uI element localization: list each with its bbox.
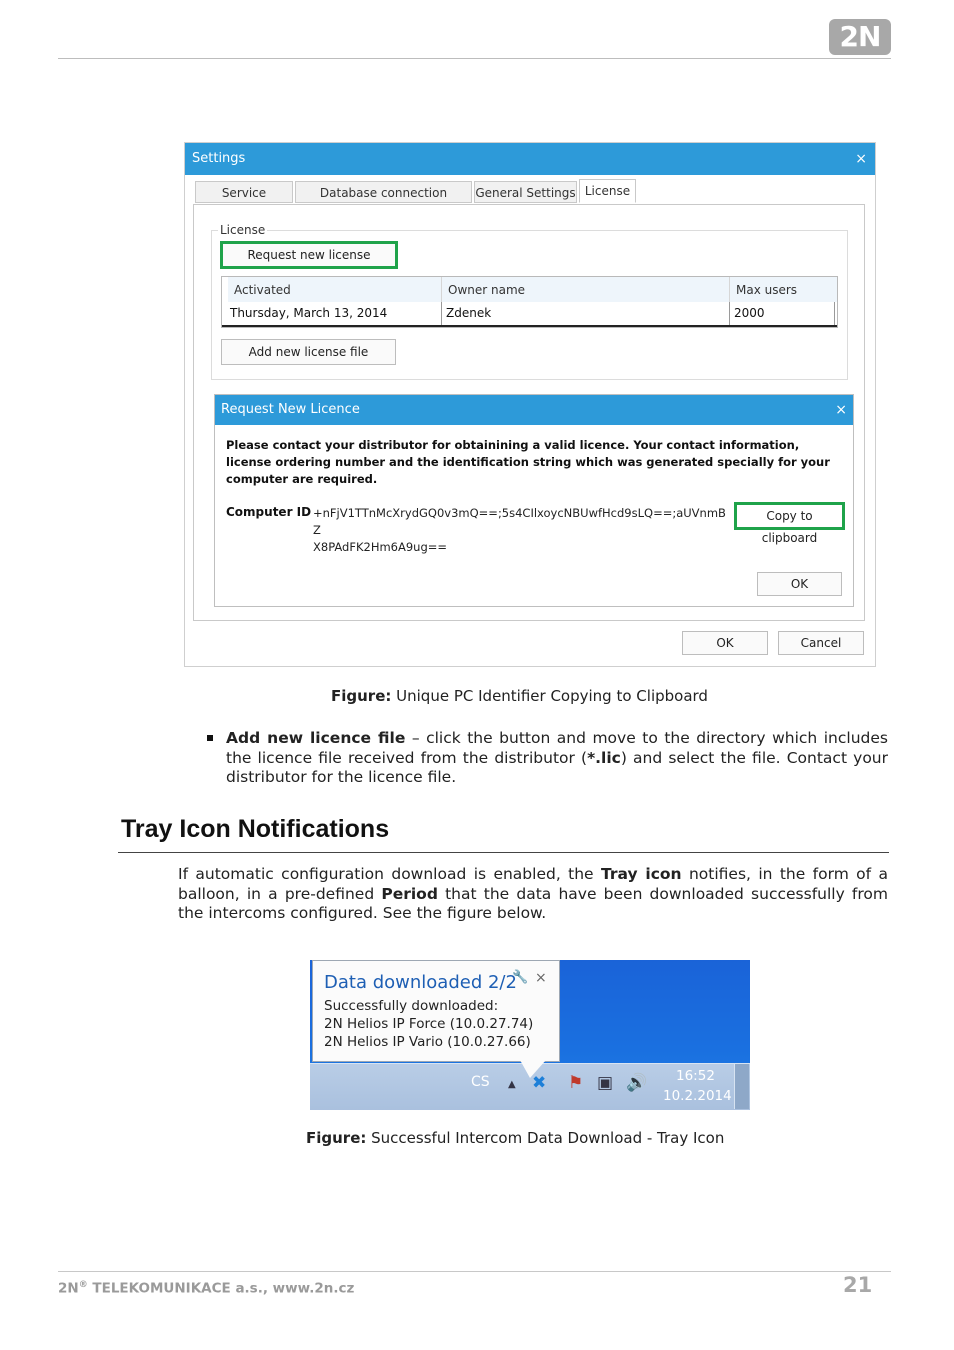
section-heading: Tray Icon Notifications [121,815,390,843]
column-header-owner[interactable]: Owner name [442,277,730,302]
settings-titlebar [185,143,875,175]
license-group-label: License [220,223,266,237]
settings-ok-button[interactable]: OK [682,631,768,655]
clock-time[interactable]: 16:52 [676,1068,715,1084]
wrench-icon[interactable]: 🔧 [512,970,529,985]
volume-icon[interactable]: 🔊 [626,1073,648,1093]
brand-logo: 2N [829,19,891,55]
app-tray-icon[interactable]: ✖ [532,1073,547,1093]
balloon-line-3: 2N Helios IP Vario (10.0.27.66) [324,1034,531,1050]
table-cell-owner: Zdenek [442,302,730,327]
grid-bottom-border [222,325,837,327]
para-text-1: If automatic configuration download is enabled, the [178,865,601,883]
table-cell-activated: Thursday, March 13, 2014 [226,302,442,327]
action-center-flag-icon[interactable]: ⚑ [568,1073,584,1093]
footer-company [58,1280,354,1297]
bullet-ext: *.lic [587,748,621,767]
request-licence-title: Request New Licence [221,402,360,417]
header-rule [58,58,891,59]
bullet-marker [207,735,213,741]
computer-id-value[interactable] [313,505,733,556]
page-number: 21 [843,1273,873,1297]
column-header-max-users[interactable]: Max users [730,277,837,302]
table-cell-max-users: 2000 [730,302,835,327]
para-text-2: notifies, in the form of a balloon, in a pre-defined [178,865,888,903]
tab-database-connection[interactable]: Database connection [295,181,472,203]
column-header-activated[interactable]: Activated [228,277,442,302]
figure-caption-1 [331,687,708,705]
para-bold-2: Period [381,884,438,903]
computer-id-line-1: +nFjV1TTnMcXrydGQ0v3mQ==;5s4CIlxoycNBUwfHcd9sLQ==;aUVnmBZ [313,506,726,537]
bullet-text-1: – click the button and move to the directory which includes the licence file received from the distributor ( [226,729,888,767]
heading-rule [118,852,889,853]
show-desktop-button[interactable] [734,1064,749,1109]
license-grid [221,276,838,328]
footer-rule [58,1271,891,1272]
figure-label: Figure: [306,1129,367,1147]
close-icon[interactable]: × [535,970,547,986]
bullet-paragraph [226,729,888,788]
close-icon[interactable]: × [835,402,847,418]
request-licence-message: Please contact your distributor for obtainining a valid licence. Your contact information, license ordering number and the identification string which was generated specially for your computer are required. [226,438,830,486]
settings-cancel-button[interactable]: Cancel [778,631,864,655]
request-licence-titlebar [215,395,853,425]
settings-title: Settings [192,151,246,166]
license-tab-panel [193,204,865,621]
close-icon[interactable]: × [855,151,867,167]
network-icon[interactable]: ▣ [597,1073,614,1093]
figure-caption-2 [306,1129,724,1147]
computer-id-line-2: X8PAdFK2Hm6A9ug== [313,540,448,554]
footer-reg: ® [78,1280,88,1290]
request-ok-button[interactable]: OK [757,572,842,596]
clock-date[interactable]: 10.2.2014 [663,1088,732,1104]
para-text-3: that the data have been downloaded successfully from the intercoms configured. See the figure below. [178,884,889,922]
section-paragraph [178,865,888,924]
copy-to-clipboard-button[interactable]: Copy to clipboard [734,502,845,530]
balloon-line-1: Successfully downloaded: [324,998,499,1014]
footer-prefix: 2N [58,1280,79,1297]
tab-general-settings[interactable]: General Settings [474,181,577,203]
footer-text: TELEKOMUNIKACE a.s., www.2n.cz [87,1280,355,1297]
figure-text: Successful Intercom Data Download - Tray Icon [371,1129,725,1147]
settings-window [184,142,876,667]
balloon-line-2: 2N Helios IP Force (10.0.27.74) [324,1016,534,1032]
tray-screenshot [310,960,750,1110]
add-new-license-file-button[interactable]: Add new license file [221,339,396,365]
tab-service-settings[interactable]: Service [195,181,293,203]
figure-label: Figure: [331,687,392,705]
figure-text: Unique PC Identifier Copying to Clipboard [396,687,708,705]
tab-license[interactable]: License [579,179,636,203]
request-licence-dialog [214,394,854,607]
balloon-title: Data downloaded 2/2 [324,972,517,993]
notification-balloon[interactable] [312,960,560,1062]
bullet-term: Add new licence file [226,729,406,747]
request-new-license-button[interactable]: Request new license [220,241,398,269]
para-bold-1: Tray icon [600,865,682,883]
bullet-text-2: ) and select the file. Contact your distributor for the licence file. [226,748,888,786]
show-hidden-icons-icon[interactable]: ▲ [508,1079,516,1090]
computer-id-label: Computer ID [226,505,312,519]
language-indicator[interactable]: CS [471,1074,490,1090]
